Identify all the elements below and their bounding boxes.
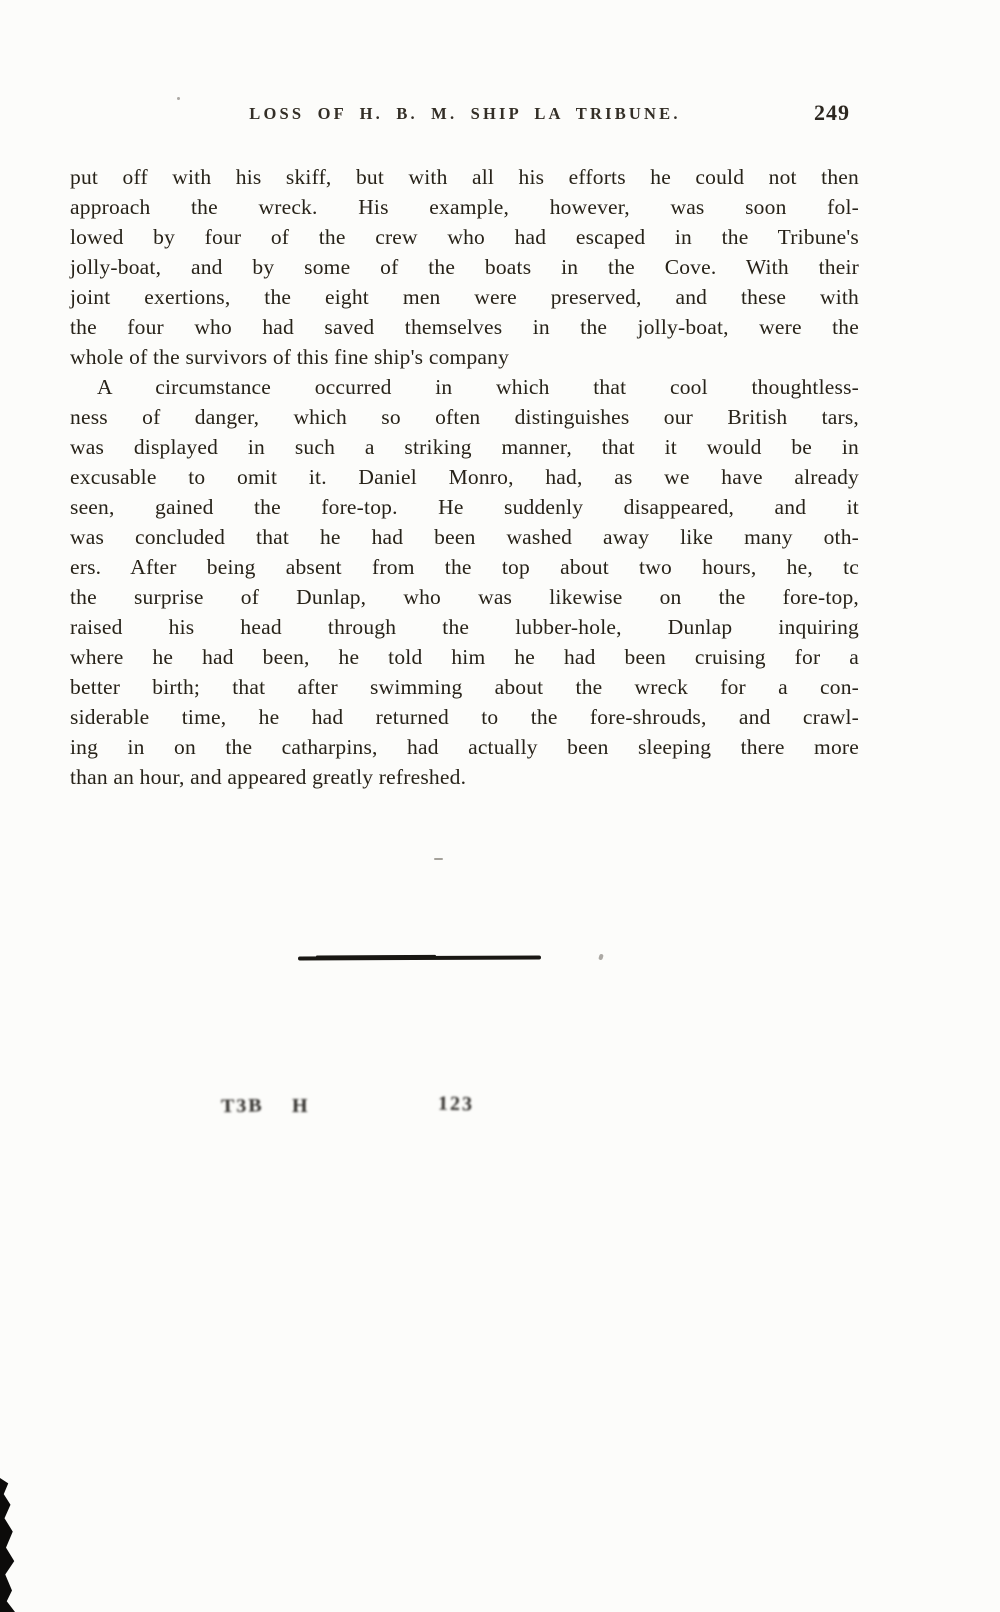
body-text <box>70 162 859 792</box>
text-line: A circumstance occurred in which that cool thoughtless- <box>97 375 859 399</box>
text-line: the four who had saved themselves in the jolly-boat, were the <box>70 315 859 339</box>
text-line: approach the wreck. His example, however, was soon fol- <box>70 195 859 219</box>
text-line: jolly-boat, and by some of the boats in the Cove. With their <box>70 255 859 279</box>
section-divider-rule <box>298 955 541 960</box>
text-line: lowed by four of the crew who had escaped in the Tribune's <box>70 225 859 249</box>
text-line: raised his head through the lubber-hole, Dunlap inquiring <box>70 615 859 639</box>
text-line: than an hour, and appeared greatly refreshed. <box>70 765 467 789</box>
scan-speck <box>598 954 604 961</box>
page-header <box>70 100 860 134</box>
text-line: ing in on the catharpins, had actually been sleeping there more <box>70 735 859 759</box>
printers-signature-marks <box>0 1093 1000 1123</box>
text-line: siderable time, he had returned to the fore-shrouds, and crawl- <box>70 705 859 729</box>
printers-mark: 123 <box>437 1092 475 1116</box>
text-line: ness of danger, which so often distinguishes our British tars, <box>70 405 859 429</box>
text-line: whole of the survivors of this fine ship's company <box>70 345 510 369</box>
scan-edge-artifact <box>0 1478 15 1612</box>
text-line: was concluded that he had been washed away like many oth- <box>70 525 859 549</box>
running-title: LOSS OF H. B. M. SHIP LA TRIBUNE. <box>249 104 681 123</box>
printers-mark: H <box>292 1095 310 1117</box>
scan-speck <box>434 858 443 860</box>
text-line: where he had been, he told him he had been cruising for a <box>70 645 859 669</box>
paragraph-1 <box>70 162 859 372</box>
text-line: seen, gained the fore-top. He suddenly disappeared, and it <box>70 495 859 519</box>
text-line: put off with his skiff, but with all his efforts he could not then <box>70 165 859 189</box>
text-line: was displayed in such a striking manner, that it would be in <box>70 435 859 459</box>
page-number: 249 <box>814 100 850 125</box>
text-line: joint exertions, the eight men were preserved, and these with <box>70 285 859 309</box>
printers-mark: T3B <box>220 1095 264 1117</box>
text-line: better birth; that after swimming about the wreck for a con- <box>70 675 859 699</box>
text-line: ers. After being absent from the top about two hours, he, tc <box>70 555 859 579</box>
paragraph-2 <box>70 372 859 792</box>
text-line: the surprise of Dunlap, who was likewise on the fore-top, <box>70 585 859 609</box>
text-line: excusable to omit it. Daniel Monro, had, as we have already <box>70 465 859 489</box>
scan-speck <box>177 97 180 100</box>
